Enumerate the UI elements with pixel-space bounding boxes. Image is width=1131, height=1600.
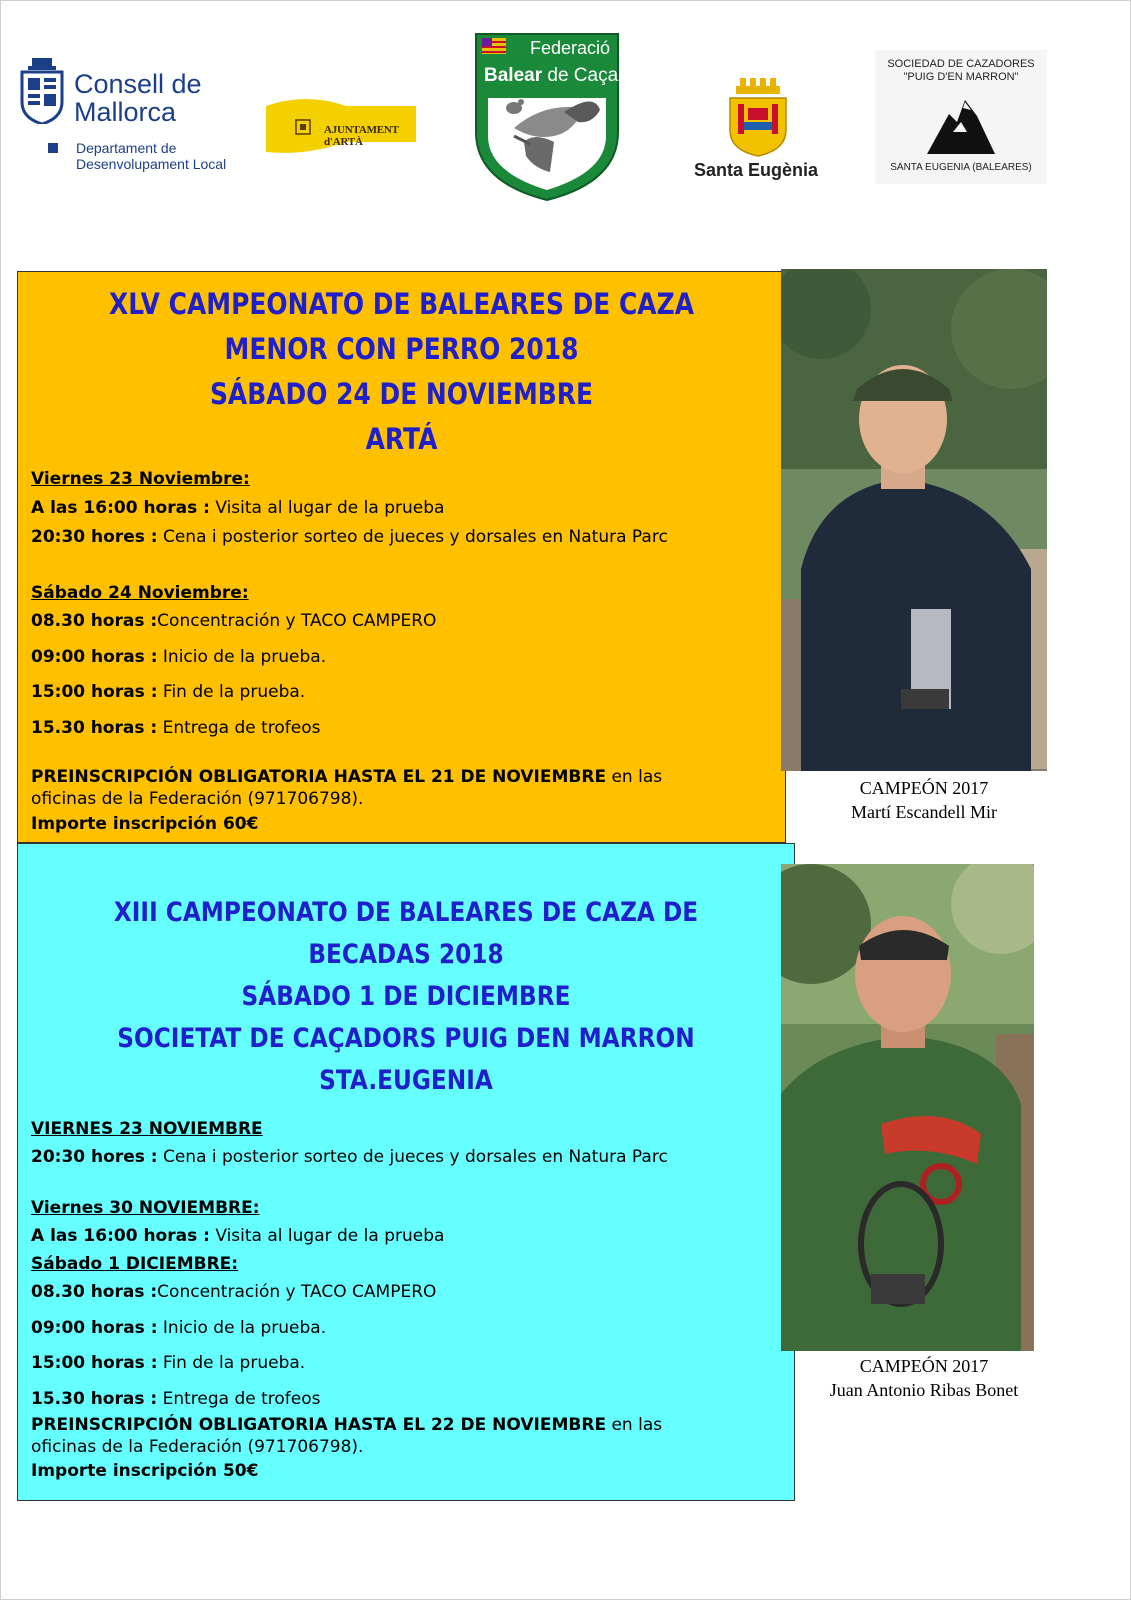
- event1-item: 08.30 horas :Concentración y TACO CAMPERO: [31, 611, 437, 631]
- champion1-label: CAMPEÓN 2017: [859, 778, 989, 798]
- event2-item: 15.30 horas : Entrega de trofeos: [31, 1389, 321, 1409]
- santa-eugenia-logo: [688, 78, 828, 188]
- event2-item: 08.30 horas :Concentración y TACO CAMPERO: [31, 1282, 437, 1302]
- event2-fee: Importe inscripción 50€: [31, 1461, 259, 1481]
- event1-item: 15:00 horas : Fin de la prueba.: [31, 682, 306, 702]
- event1-preregistration: PREINSCRIPCIÓN OBLIGATORIA HASTA EL 21 DE NOVIEMBRE en las oficinas de la Federación (971706798).: [31, 767, 663, 809]
- champion1-photo-image: [781, 269, 1047, 771]
- champion2-photo: [781, 864, 1034, 1351]
- consell-department: Departament de Desenvolupament Local: [76, 140, 227, 172]
- federacio-line2: Balear de Caça: [484, 65, 619, 86]
- event2-item: 09:00 horas : Inicio de la prueba.: [31, 1318, 327, 1338]
- event2-day1-heading: VIERNES 23 NOVIEMBRE: [31, 1119, 263, 1139]
- consell-name: Consell de Mallorca: [74, 69, 202, 127]
- event1-day1-heading: Viernes 23 Noviembre:: [31, 469, 250, 489]
- sociedad-title: SOCIEDAD DE CAZADORES "PUIG D'EN MARRON": [887, 58, 1035, 83]
- event1-title: XLV CAMPEONATO DE BALEARES DE CAZA MENOR CON PERRO 2018 SÁBADO 24 DE NOVIEMBRE ARTÁ: [108, 287, 695, 456]
- mountain-icon: [925, 92, 997, 156]
- event2-panel: [17, 843, 795, 1501]
- santa-eugenia-crest-icon: [688, 78, 828, 158]
- federacio-balear-caca-logo: [474, 32, 620, 202]
- champion1-photo: [781, 269, 1047, 771]
- sociedad-cazadores-logo: [875, 50, 1047, 184]
- event1-day2-heading: Sábado 24 Noviembre:: [31, 583, 249, 603]
- event1-fee: Importe inscripción 60€: [31, 814, 259, 834]
- santa-eugenia-label: Santa Eugènia: [693, 160, 819, 180]
- event1-item: 15.30 horas : Entrega de trofeos: [31, 718, 321, 738]
- consell-de-mallorca-logo: [18, 58, 248, 178]
- champion2-caption: [790, 1354, 1058, 1402]
- event1-item: 20:30 hores : Cena i posterior sorteo de jueces y dorsales en Natura Parc: [31, 527, 668, 547]
- consell-crest-icon: [18, 58, 66, 124]
- champion2-label: CAMPEÓN 2017: [859, 1356, 989, 1376]
- event2-day3-heading: Sábado 1 DICIEMBRE:: [31, 1254, 239, 1274]
- event2-item: A las 16:00 horas : Visita al lugar de la prueba: [31, 1226, 445, 1246]
- arta-label: AJUNTAMENT d'ARTÀ: [324, 124, 399, 148]
- event2-day2-heading: Viernes 30 NOVIEMBRE:: [31, 1198, 260, 1218]
- champion1-name: Martí Escandell Mir: [851, 802, 997, 822]
- champion1-caption: [790, 776, 1058, 824]
- event2-item: 15:00 horas : Fin de la prueba.: [31, 1353, 306, 1373]
- federacio-line1: Federació: [530, 38, 611, 58]
- event1-item: A las 16:00 horas : Visita al lugar de la prueba: [31, 498, 445, 518]
- event2-item: 20:30 hores : Cena i posterior sorteo de jueces y dorsales en Natura Parc: [31, 1147, 668, 1167]
- event2-preregistration: PREINSCRIPCIÓN OBLIGATORIA HASTA EL 22 DE NOVIEMBRE en las oficinas de la Federación (971706798).: [31, 1415, 663, 1457]
- champion2-photo-image: [781, 864, 1034, 1351]
- ajuntament-arta-logo: [266, 92, 426, 156]
- event1-panel: [17, 271, 786, 843]
- event2-title: XIII CAMPEONATO DE BALEARES DE CAZA DE BECADAS 2018 SÁBADO 1 DE DICIEMBRE SOCIETAT DE CAÇADORS PUIG DEN MARRON STA.EUGENIA: [113, 897, 699, 1096]
- champion2-name: Juan Antonio Ribas Bonet: [829, 1380, 1019, 1400]
- sociedad-location: SANTA EUGENIA (BALEARES): [890, 162, 1032, 173]
- event1-item: 09:00 horas : Inicio de la prueba.: [31, 647, 327, 667]
